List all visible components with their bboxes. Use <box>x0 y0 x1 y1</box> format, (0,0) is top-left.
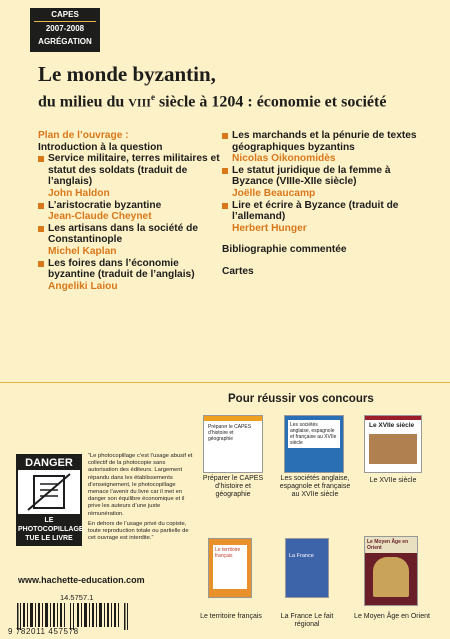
plan-item: Le statut juridique de la femme à Byzance (VIIIe-XIIe siècle) <box>222 165 427 188</box>
danger-line-2: PHOTOCOPILLAGE <box>18 526 84 533</box>
danger-slogan <box>18 514 84 545</box>
section-divider <box>0 382 450 383</box>
plan-author: John Haldon <box>48 187 110 199</box>
series-years: 2007-2008 <box>45 24 85 33</box>
plan-author: Herbert Hunger <box>232 222 307 234</box>
plan-item: Les foires dans l’économie byzantine (traduit de l’anglais) <box>38 258 228 281</box>
danger-line-1: LE <box>44 517 54 524</box>
legal-paragraph-1: “Le photocopillage c’est l’usage abusif et collectif de la photocopie sans autorisation des éditeurs. Largement répandu dans les établissements d’enseignement, le photocopillage menace l’avenir du livre car il met en danger son équilibre économique et il prive les auteurs d’une juste rémunération. <box>88 453 193 517</box>
publisher-url: www.hachette-education.com <box>18 575 145 585</box>
book-caption: Les sociétés anglaise, espagnole et française au XVIIe siècle <box>279 475 351 498</box>
plan-item: Service militaire, terres militaires et statut des soldats (traduit de l’anglais) <box>38 153 228 188</box>
plan-item: L’aristocratie byzantine <box>38 200 228 212</box>
series-agregation: AGRÉGATION <box>38 37 92 46</box>
plan-left-column <box>38 130 228 292</box>
title-sup: e <box>150 92 155 102</box>
barcode <box>17 603 129 630</box>
legal-notice <box>88 453 196 545</box>
book-caption: Le territoire français <box>200 613 262 620</box>
plan-right-column <box>222 130 427 278</box>
danger-heading: DANGER <box>18 456 80 470</box>
book-cover-title: Le territoire français <box>213 545 247 589</box>
book-cover-xviie <box>364 415 422 473</box>
title-prefix: du milieu du <box>38 93 129 111</box>
book-cover-territoire <box>208 538 252 598</box>
book-skull-icon <box>18 470 80 514</box>
plan-author: Michel Kaplan <box>48 245 117 257</box>
plan-author: Nicolas Oikonomidès <box>232 153 336 165</box>
book-cover-title: Le XVIIe siècle <box>369 422 415 429</box>
book-cover-title: Préparer le CAPES d’histoire et géographie <box>208 424 252 442</box>
plan-item: Les marchands et la pénurie de textes géographiques byzantins <box>222 130 427 153</box>
danger-photocopy-logo <box>16 454 82 546</box>
plan-intro: Introduction à la question <box>38 141 163 153</box>
plan-maps: Cartes <box>222 265 254 277</box>
promo-heading: Pour réussir vos concours <box>228 393 374 405</box>
title-century: VIII <box>128 95 151 110</box>
book-caption: Préparer le CAPES d’histoire et géographie <box>202 475 264 498</box>
plan-heading: Plan de l’ouvrage : <box>38 130 129 141</box>
title-line-1: Le monde byzantin, <box>38 62 216 86</box>
danger-line-3: TUE LE LIVRE <box>25 535 73 542</box>
plan-item: Lire et écrire à Byzance (traduit de l’allemand) <box>222 200 427 223</box>
book-caption: Le Moyen Âge en Orient <box>354 613 430 620</box>
title-line-2 <box>38 86 438 113</box>
product-code: 14.5757.1 <box>60 593 94 602</box>
legal-paragraph-2: En dehors de l’usage privé du copiste, toute reproduction totale ou partielle de cet ouvrage est interdite.” <box>88 520 189 542</box>
plan-bibliography: Bibliographie commentée <box>222 244 347 256</box>
series-label-box <box>30 8 100 52</box>
book-caption: Le XVIIe siècle <box>369 477 417 484</box>
plan-author: Angeliki Laiou <box>48 280 118 292</box>
book-cover-capes <box>203 415 263 473</box>
book-caption: La France Le fait régional <box>280 613 334 628</box>
book-cover-france <box>285 538 329 598</box>
isbn-number: 9 782011 457578 <box>8 627 79 636</box>
plan-author: Jean-Claude Cheynet <box>48 211 152 223</box>
series-capes: CAPES <box>51 10 79 19</box>
title-suffix: siècle à 1204 : économie et société <box>154 93 387 111</box>
plan-author: Joëlle Beaucamp <box>232 187 316 199</box>
plan-item: Les artisans dans la société de Constantinople <box>38 223 228 246</box>
book-cover-title: La France <box>289 553 314 559</box>
book-title <box>38 62 438 113</box>
book-cover-societes <box>284 415 344 473</box>
book-cover-title: Le Moyen Âge en Orient <box>365 537 417 553</box>
book-cover-moyen-age <box>364 536 418 606</box>
book-cover-title: Les sociétés anglaise, espagnole et française au XVIIe siècle <box>288 420 340 448</box>
